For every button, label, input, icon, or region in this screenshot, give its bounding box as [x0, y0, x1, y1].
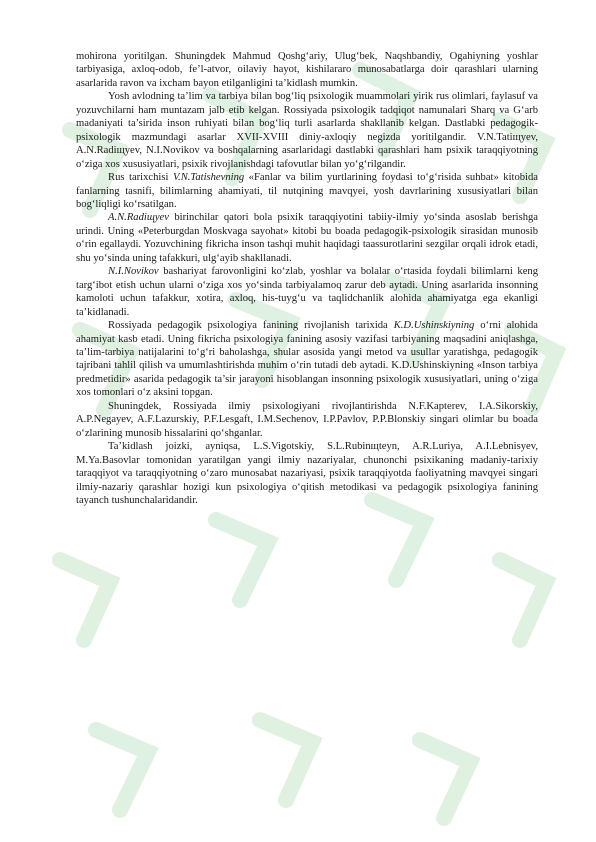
- watermark-shape: [96, 730, 148, 810]
- paragraph: [76, 319, 538, 400]
- italic-name: A.N.Radiщyev: [108, 212, 169, 224]
- text-run: Shuningdek, Rossiyada ilmiy psixologiyani rivojlantirishda N.F.Kapterev, I.A.Sikorskiy, A.P.Negayev, A.F.Lazurskiy, P.F.Lesgaft, I.M.Sechenov, I.P.Pavlov, P.P.Blonskiy singari olimlar bu boada o‘zlarining munosib hissalarini qo‘shganlar.: [76, 400, 538, 439]
- text-run: Rus tarixchisi: [108, 172, 173, 184]
- watermark-shape: [216, 520, 268, 600]
- paragraph: [76, 440, 538, 507]
- watermark-shape: [60, 560, 110, 640]
- text-run: o‘rni alohida ahamiyat kasb etadi. Uning fikricha psixologiya fanining asosiy vazifasi tarbiyaning maqsadini aniqlashga, ta’lim-tarbiya natijalarini to‘g‘ri baholashga, shular asosida yangi metod va usullar yaratishga, pedagogik tajribani tahlil qilish va umumlashtirishda muhim o‘rin tutadi deb aytadi. K.D.Ushinskiyning «Inson tarbiya predmetidir» asarida pedagogik ta’sir jarayoni hisoblangan insonning psixologik xususiyatlari, uning o‘ziga xos tomonlari o‘z aksini topgan.: [76, 320, 538, 399]
- watermark-shape: [260, 720, 312, 800]
- text-run: mohirona yoritilgan. Shuningdek Mahmud Qoshg‘ariy, Ulug‘bek, Naqshbandiy, Ogahiyning yoshlar tarbiyasiga, axloq-odob, fe’l-atvor, oilaviy hayot, kishilararo munosabatlarga doir qarashlari ularning asarlarida ravon va ixcham bayon etilganligini ta’kidlash mumkin.: [76, 51, 538, 89]
- text-run: bashariyat farovonligini ko‘zlab, yoshlar va bolalar o‘rtasida foydali bilimlarni keng targ‘ibot etish uchun ularni o‘ziga xos yo‘sinda tarbiyalamoq zarur deb aytadi. Uning asarlarida insonning kamoloti uchun tafakkur, xotira, axloq, his-tuyg‘u va taqlidchanlik alohida ahamiyatga ega ekanligi ta’kidlanadi.: [76, 266, 538, 318]
- paragraph: [76, 211, 538, 265]
- text-run: Ta’kidlash joizki, ayniqsa, L.S.Vigotskiy, S.L.Rubinщteyn, A.R.Luriya, A.I.Lebnisyev, M.Ya.Basovlar tomonidan yaratilgan yangi ilmiy nazariyalar, chunonchi psixikaning madaniy-tarixiy taraqqiyot va taraqqiyotning o‘zaro munosabat nazariyasi, psixik taraqqiyotda faoliyatning mavqyei singari ilmiy-nazariy qarashlar hozigi kun psixologiya o‘qitish metodikasi va pedagogik psixologiya fanining tayanch tushunchalaridandir.: [76, 441, 538, 506]
- text-run: Rossiyada pedagogik psixologiya fanining rivojlanish tarixida: [108, 320, 394, 332]
- paragraph: [76, 400, 538, 440]
- italic-name: V.N.Tatishevning: [172, 172, 245, 184]
- paragraph: [76, 50, 538, 90]
- italic-name: K.D.Ushinskiyning: [393, 320, 475, 332]
- italic-name: N.I.Novikov: [108, 266, 159, 278]
- text-run: «Fanlar va bilim yurtlarining foydasi to‘g‘risida suhbat» kitobida fanlarning tasnifi, bilimlarning ahamiyati, til nutqining mavqyei, yosh davrlarining xususiyatlari bilan bog‘liqligi ko‘rsatilgan.: [76, 172, 538, 210]
- watermark-shape: [420, 740, 470, 818]
- watermark-shape: [500, 560, 546, 640]
- paragraph: [76, 90, 538, 171]
- text-run: birinchilar qatori bola psixik taraqqiyotini tabiiy-ilmiy yo‘sinda asoslab berishga urindi. Uning «Peterburgdan Moskvaga sayohat» kitobi bu boada pedagogik-psixologik sirasidan munosib o‘rin egallaydi. Yozuvchining fikricha inson tashqi muhit haqidagi taassurotlarini sezgilar orqali idrok etadi, shu yo‘sinda uning tafakkuri, ulg‘ayib shakllanadi.: [76, 212, 538, 264]
- text-run: Yosh avlodning ta’lim va tarbiya bilan bog‘liq psixologik muammolari yirik rus olimlari, faylasuf va yozuvchilarni ham muntazam jalb etib kelgan. Rossiyada psixologik tadqiqot namunalari Sharq va G‘arb madaniyati ta’sirida inson ruhiyati bilan bog‘liq turli asarlarda shakllanib kelgan. Dastlabki pedagogik-psixologik mazmundagi asarlar XVII-XVIII diniy-axloqiy negizda yoritilgandir. V.N.Tatiщyev, A.N.Radiщyev, N.I.Novikov va boshqalarning asarlaridagi dastlabki qarashlari ham psixik taraqqiyotning o‘ziga xos xususiyatlari, psixik rivojlanishdagi tafovutlar bilan yo‘g‘rilgandir.: [76, 91, 538, 170]
- paragraph: [76, 171, 538, 211]
- watermark-shape: [372, 500, 424, 580]
- paragraph: [76, 265, 538, 319]
- document-body: [76, 50, 538, 507]
